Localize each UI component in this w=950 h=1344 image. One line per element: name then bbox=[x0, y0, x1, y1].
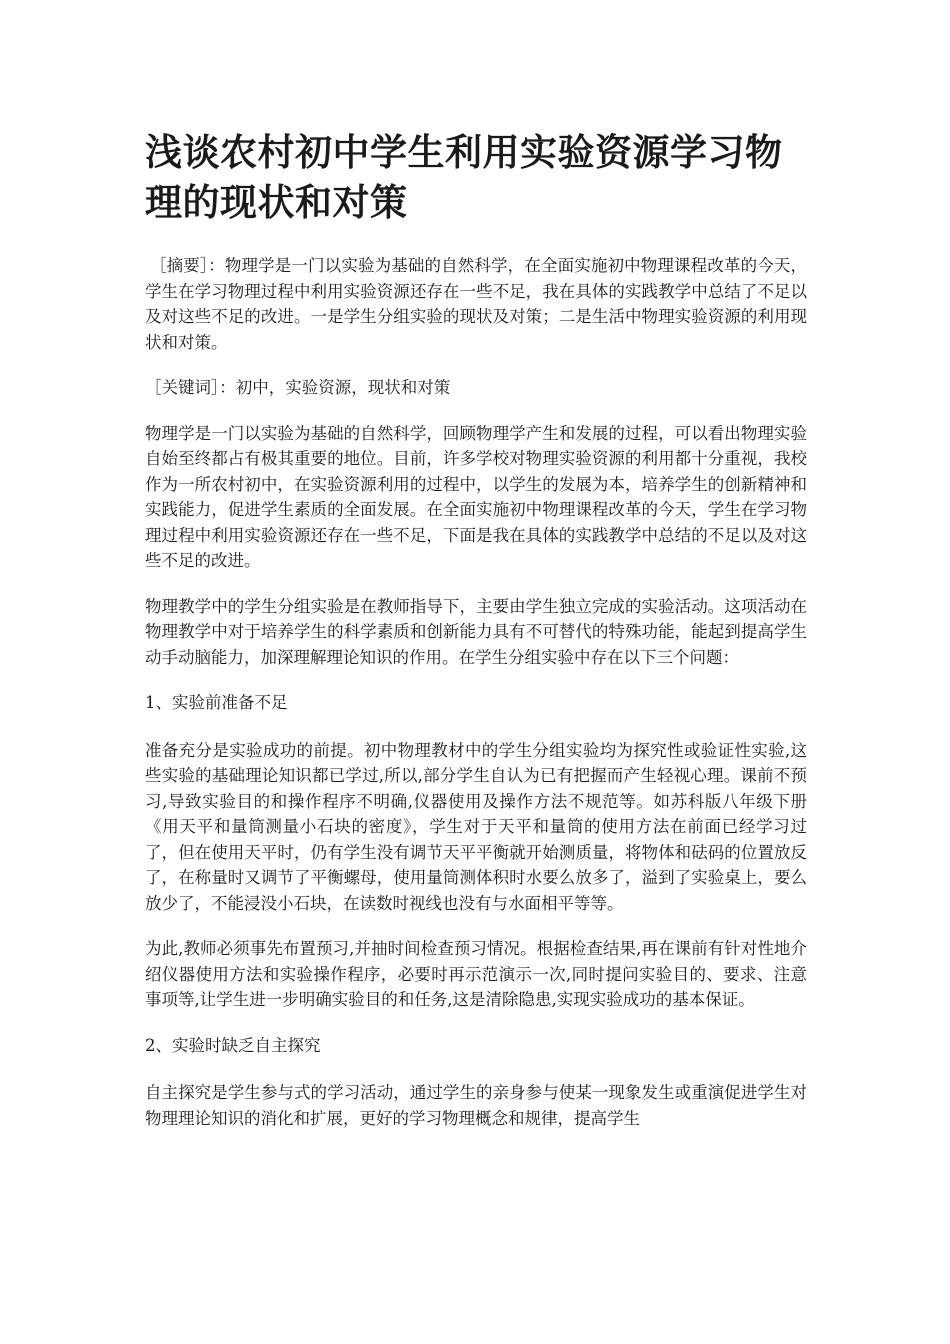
document-title: 浅谈农村初中学生利用实验资源学习物理的现状和对策 bbox=[145, 131, 783, 224]
abstract: ［摘要］：物理学是一门以实验为基础的自然科学，在全面实施初中物理课程改革的今天，学生在学习物理过程中利用实验资源还存在一些不足，我在具体的实践教学中总结了不足以及对这些不足的改进。一是学生分组实验的现状及对策；二是生活中物理实验资源的利用现状和对策。 bbox=[145, 256, 807, 352]
paragraph-group-experiments: 物理教学中的学生分组实验是在教师指导下，主要由学生独立完成的实验活动。这项活动在物理教学中对于培养学生的科学素质和创新能力具有不可替代的特殊功能，能起到提高学生动手动脑能力，加深理解理论知识的作用。在学生分组实验中存在以下三个问题： bbox=[145, 596, 807, 667]
paragraph-intro: 物理学是一门以实验为基础的自然科学，回顾物理学产生和发展的过程，可以看出物理实验自始至终都占有极其重要的地位。目前，许多学校对物理实验资源的利用都十分重视，我校作为一所农村初中，在实验资源利用的过程中，以学生的发展为本，培养学生的创新精神和实践能力，促进学生素质的全面发展。在全面实施初中物理课程改革的今天，学生在学习物理过程中利用实验资源还存在一些不足，下面是我在具体的实践教学中总结的不足以及对这些不足的改进。 bbox=[145, 423, 807, 570]
section-heading-2: 2、实验时缺乏自主探究 bbox=[145, 1035, 321, 1055]
paragraph-inquiry: 自主探究是学生参与式的学习活动，通过学生的亲身参与使某一现象发生或重演促进学生对物理理论知识的消化和扩展，更好的学习物理概念和规律，提高学生 bbox=[145, 1083, 807, 1128]
paragraph-preparation: 准备充分是实验成功的前提。初中物理教材中的学生分组实验均为探究性或验证性实验,这些实验的基础理论知识都已学过,所以,部分学生自认为已有把握而产生轻视心理。课前不预习,导致实验目的和操作程序不明确,仪器使用及操作方法不规范等。如苏科版八年级下册《用天平和量筒测量小石块的密度》，学生对于天平和量筒的使用方法在前面已经学习过了，但在使用天平时，仍有学生没有调节天平平衡就开始测质量，将物体和砝码的位置放反了，在称量时又调节了平衡螺母，使用量筒测体积时水要么放多了，溢到了实验桌上，要么放少了，不能浸没小石块，在读数时视线也没有与水面相平等等。 bbox=[145, 740, 807, 913]
keywords: ［关键词］：初中，实验资源，现状和对策 bbox=[145, 378, 451, 397]
paragraph-preview: 为此,教师必须事先布置预习,并抽时间检查预习情况。根据检查结果,再在课前有针对性地介绍仪器使用方法和实验操作程序，必要时再示范演示一次,同时提问实验目的、要求、注意事项等,让学生进一步明确实验目的和任务,这是清除隐患,实现实验成功的基本保证。 bbox=[145, 939, 807, 1009]
section-heading-1: 1、实验前准备不足 bbox=[145, 693, 288, 712]
document-page bbox=[145, 128, 807, 1151]
